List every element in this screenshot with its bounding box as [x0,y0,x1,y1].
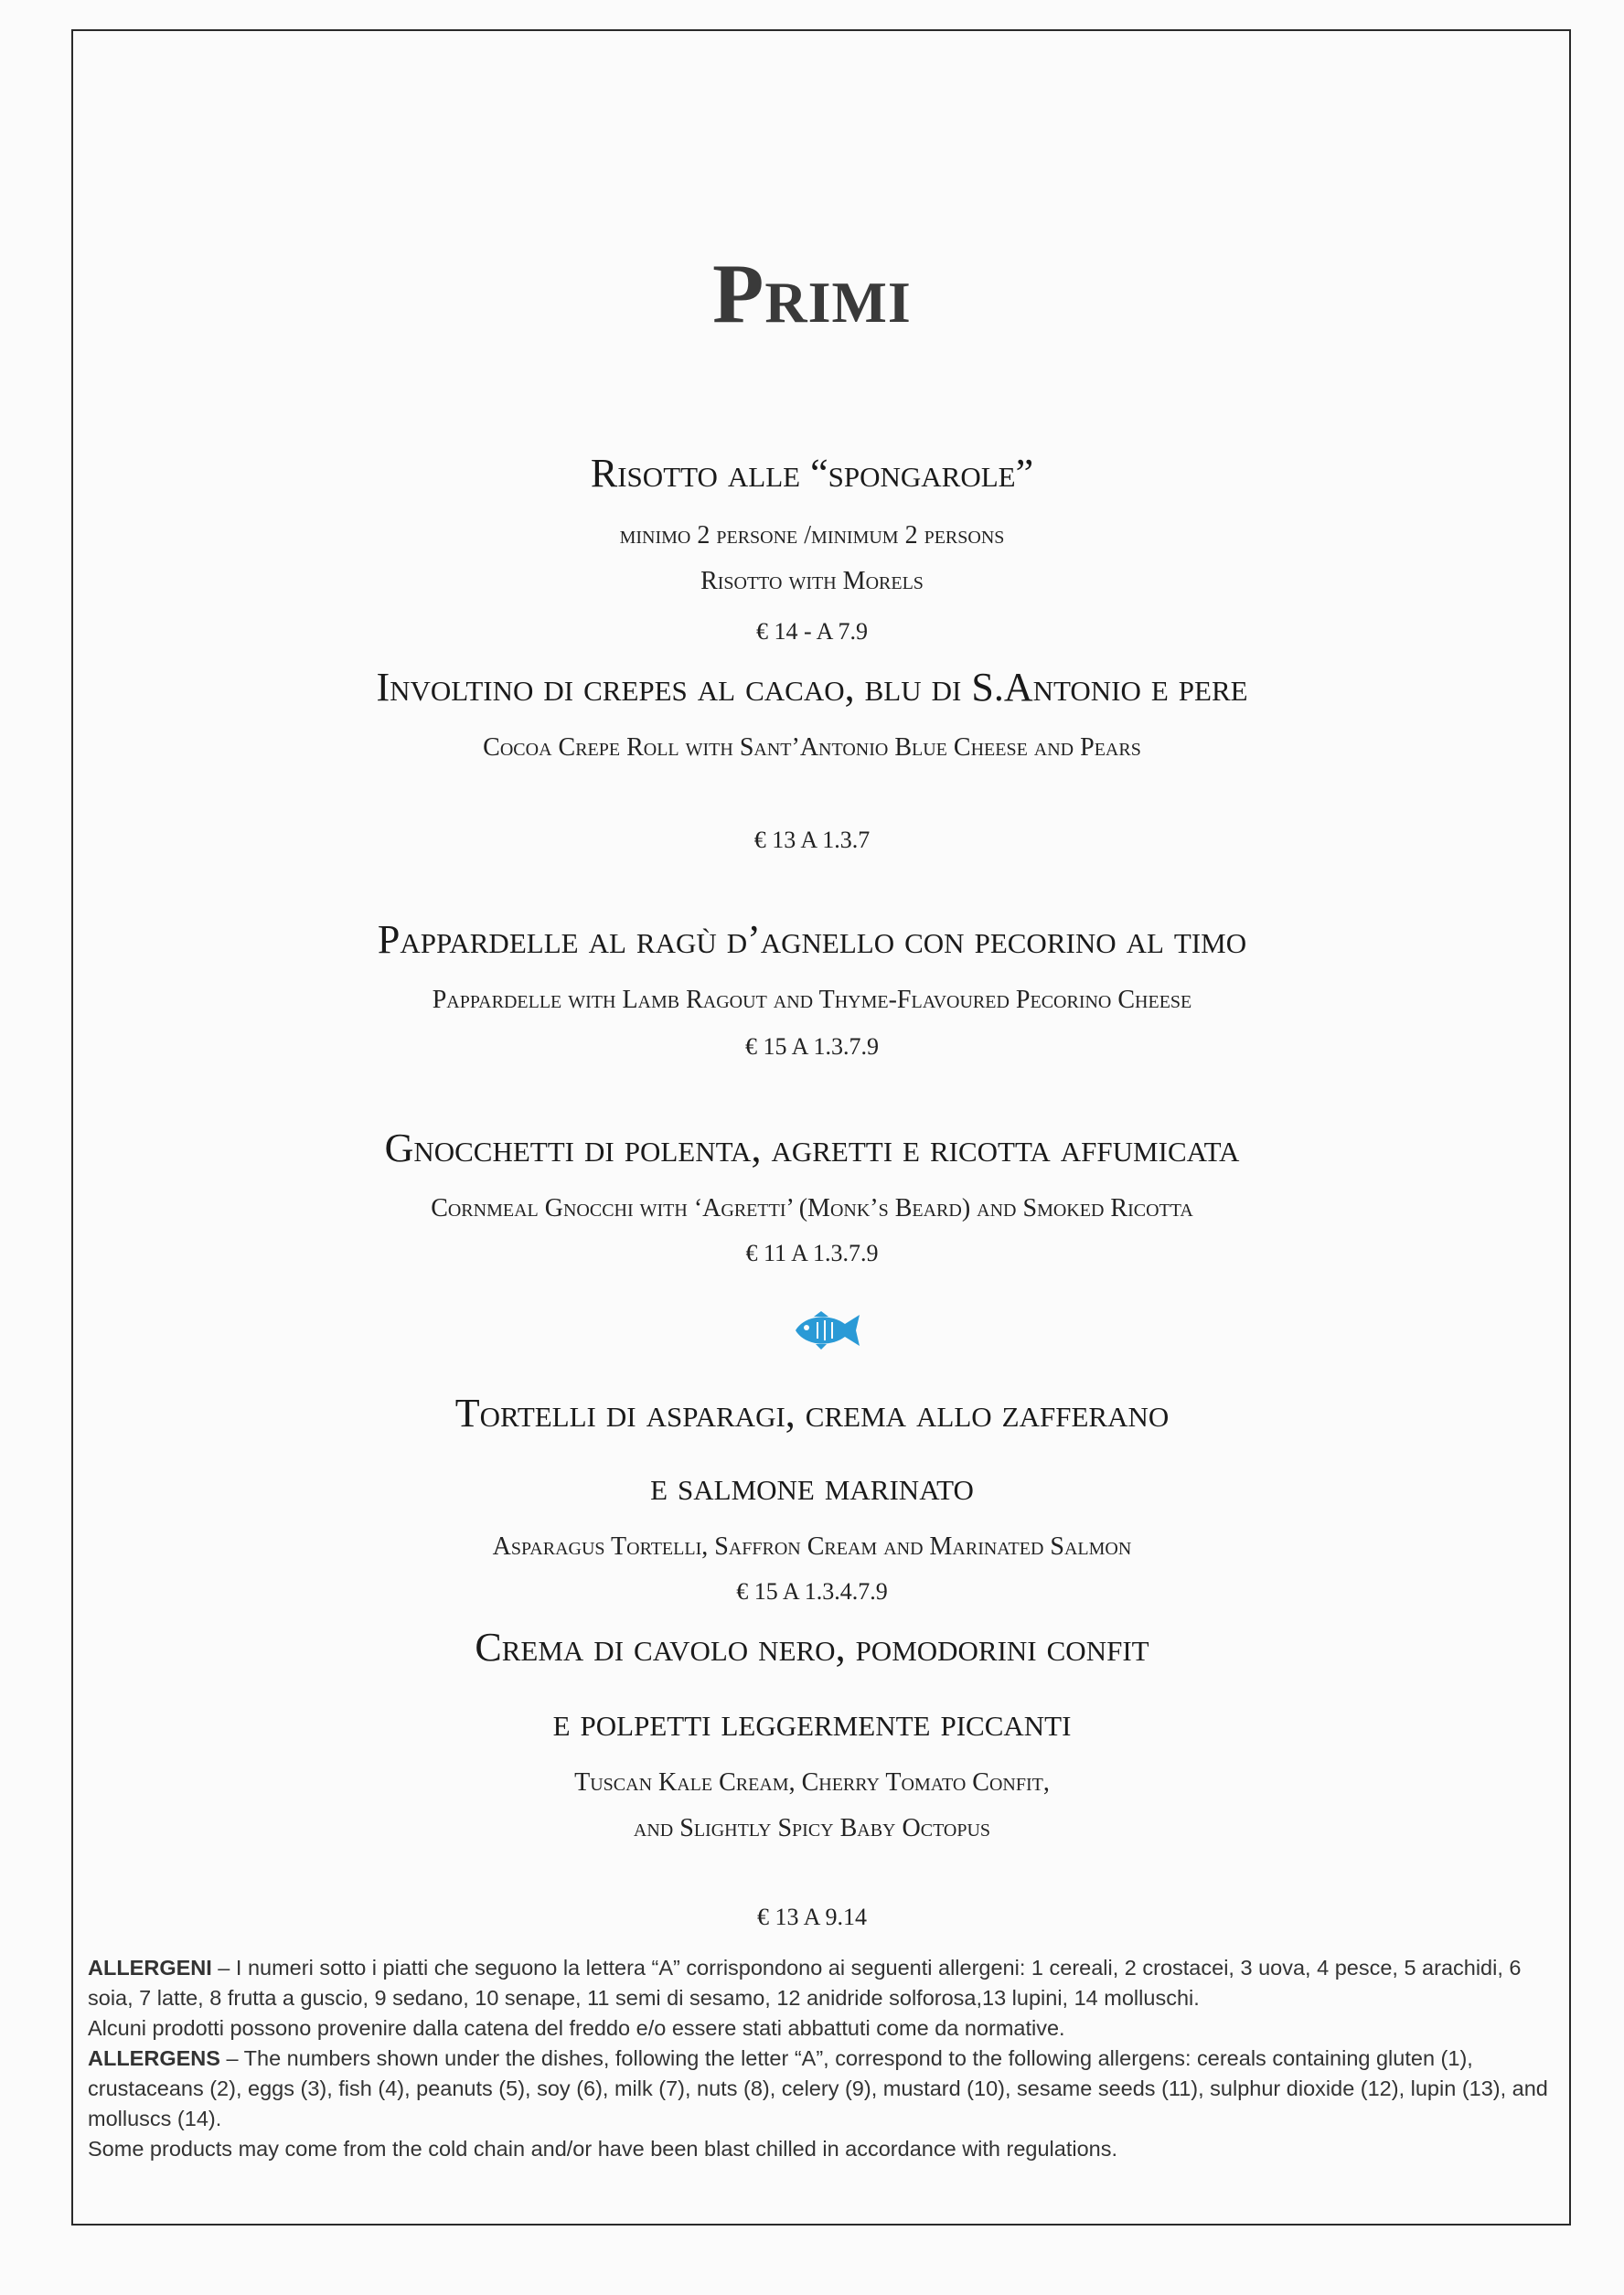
page-title: Primi [712,247,912,340]
dish-price-5: € 15 A 1.3.4.7.9 [736,1578,888,1605]
dish-name-4: Gnocchetti di polenta, agretti e ricotta affumicata [384,1126,1240,1170]
dish-english-2: Cocoa Crepe Roll with Sant’Antonio Blue Cheese and Pears [483,733,1141,762]
dish-price-2: € 13 A 1.3.7 [753,827,871,853]
allergen-italian [88,1953,1551,2013]
allergen-italian-note: Alcuni prodotti possono provenire dalla catena del freddo e/o essere stati abbattuti come da normative. [88,2016,1065,2040]
allergen-english [88,2044,1551,2134]
dish-name-6-line-2: e polpetti leggermente piccanti [552,1700,1072,1745]
allergen-english-label: ALLERGENS [88,2046,220,2070]
dish-price-4: € 11 A 1.3.7.9 [745,1240,879,1266]
allergen-english-text: – The numbers shown under the dishes, following the letter “A”, correspond to the following allergens: cereals containing gluten (1), crustaceans (2), eggs (3), fish (4), peanuts (5), soy (6), milk (7), nuts (8), celery (9), mustard (10), sesame seeds (11), sulphur dioxide (12), lupin (13), and molluscs (14). [88,2046,1548,2130]
dish-name-1: Risotto alle “spongarole” [590,451,1034,496]
dish-name-5-line-2: e salmone marinato [650,1464,974,1509]
dish-price-3: € 15 A 1.3.7.9 [745,1033,879,1060]
dish-english-4: Cornmeal Gnocchi with ‘Agretti’ (Monk’s Beard) and Smoked Ricotta [431,1194,1193,1222]
dish-name-2: Involtino di crepes al cacao, blu di S.Antonio e pere [376,665,1248,710]
dish-note-1: minimo 2 persone /minimum 2 persons [619,521,1005,550]
dish-english-5: Asparagus Tortelli, Saffron Cream and Marinated Salmon [492,1532,1132,1561]
allergen-italian-text: – I numeri sotto i piatti che seguono la lettera “A” corrispondono ai seguenti allergeni: 1 cereali, 2 crostacei, 3 uova, 4 pesce, 5 arachidi, 6 soia, 7 latte, 8 frutta a guscio, 9 sedano, 10 senape, 11 semi di sesamo, 12 anidride solforosa,13 lupini, 14 molluschi. [88,1956,1522,2010]
dish-price-6: € 13 A 9.14 [757,1904,867,1930]
allergen-italian-label: ALLERGENI [88,1956,212,1980]
dish-name-6-line-1: Crema di cavolo nero, pomodorini confit [475,1625,1149,1670]
fish-icon [790,1309,863,1351]
allergen-english-note: Some products may come from the cold chain and/or have been blast chilled in accordance with regulations. [88,2137,1118,2161]
dish-name-5-line-1: Tortelli di asparagi, crema allo zafferano [454,1391,1170,1436]
dish-price-1: € 14 - A 7.9 [755,618,869,645]
dish-english-1: Risotto with Morels [700,567,924,595]
dish-name-3: Pappardelle al ragù d’agnello con pecorino al timo [377,917,1247,962]
dish-english-6-line-1: Tuscan Kale Cream, Cherry Tomato Confit, [574,1768,1050,1797]
allergen-notes [88,1953,1551,2164]
dish-english-3: Pappardelle with Lamb Ragout and Thyme-Flavoured Pecorino Cheese [432,986,1192,1014]
dish-english-6-line-2: and Slightly Spicy Baby Octopus [633,1814,991,1842]
